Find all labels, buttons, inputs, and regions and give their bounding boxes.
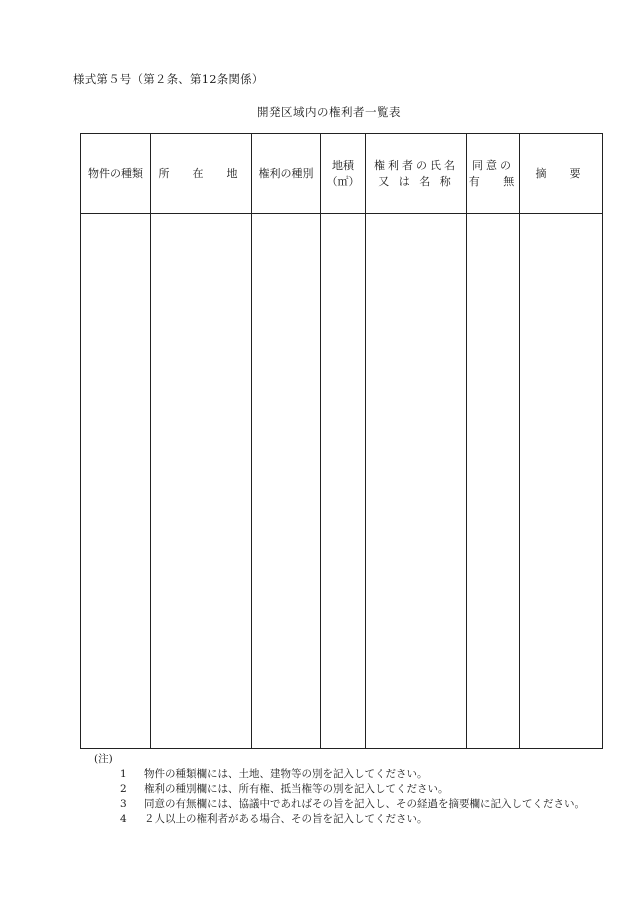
table-header-row bbox=[81, 134, 603, 214]
note-number: 4 bbox=[120, 812, 127, 825]
note-text: 同意の有無欄には、協議中であればその旨を記入し、その経過を摘要欄に記入してください。 bbox=[144, 797, 585, 810]
header-remarks-line1: 摘 要 bbox=[535, 166, 587, 180]
header-land-area-line2: （㎡） bbox=[326, 174, 360, 188]
notes-heading: (注) bbox=[94, 753, 113, 765]
note-item bbox=[120, 797, 604, 812]
cell-remarks[interactable] bbox=[520, 214, 603, 749]
header-land-area-line1: 地積 bbox=[332, 158, 354, 172]
cell-location[interactable] bbox=[151, 214, 252, 749]
cell-consent[interactable] bbox=[467, 214, 520, 749]
note-number: 3 bbox=[120, 797, 127, 810]
form-number: 様式第５号（第２条、第12条関係） bbox=[73, 72, 264, 86]
table-row bbox=[81, 214, 603, 749]
header-land-area bbox=[321, 134, 366, 214]
note-text: 権利の種別欄には、所有権、抵当権等の別を記入してください。 bbox=[144, 782, 449, 795]
note-item bbox=[120, 767, 604, 782]
cell-holder-name[interactable] bbox=[366, 214, 467, 749]
note-item bbox=[120, 812, 604, 827]
note-number: 1 bbox=[120, 767, 127, 780]
header-property-type bbox=[81, 134, 151, 214]
note-number: 2 bbox=[120, 782, 127, 795]
header-consent bbox=[467, 134, 520, 214]
cell-right-type[interactable] bbox=[252, 214, 321, 749]
cell-property-type[interactable] bbox=[81, 214, 151, 749]
notes-section bbox=[84, 752, 604, 827]
document-title: 開発区域内の権利者一覧表 bbox=[257, 105, 401, 119]
header-right-type-line1: 権利の種別 bbox=[258, 166, 314, 180]
header-right-type bbox=[252, 134, 321, 214]
header-consent-line2: 有 無 bbox=[468, 174, 518, 188]
header-holder-name bbox=[366, 134, 467, 214]
header-remarks bbox=[520, 134, 603, 214]
cell-land-area[interactable] bbox=[321, 214, 366, 749]
note-text: ２人以上の権利者がある場合、その旨を記入してください。 bbox=[144, 812, 428, 825]
note-item bbox=[120, 782, 604, 797]
header-property-type-line1: 物件の種類 bbox=[88, 166, 143, 180]
header-location bbox=[151, 134, 252, 214]
header-consent-line1: 同意の bbox=[472, 158, 514, 172]
header-location-line1: 所 在 地 bbox=[158, 166, 244, 180]
note-text: 物件の種類欄には、土地、建物等の別を記入してください。 bbox=[144, 767, 428, 780]
header-holder-name-line1: 権利者の氏名 bbox=[374, 158, 458, 172]
header-holder-name-line2: 又 は 名 称 bbox=[378, 174, 454, 188]
rights-holder-table bbox=[80, 133, 603, 749]
